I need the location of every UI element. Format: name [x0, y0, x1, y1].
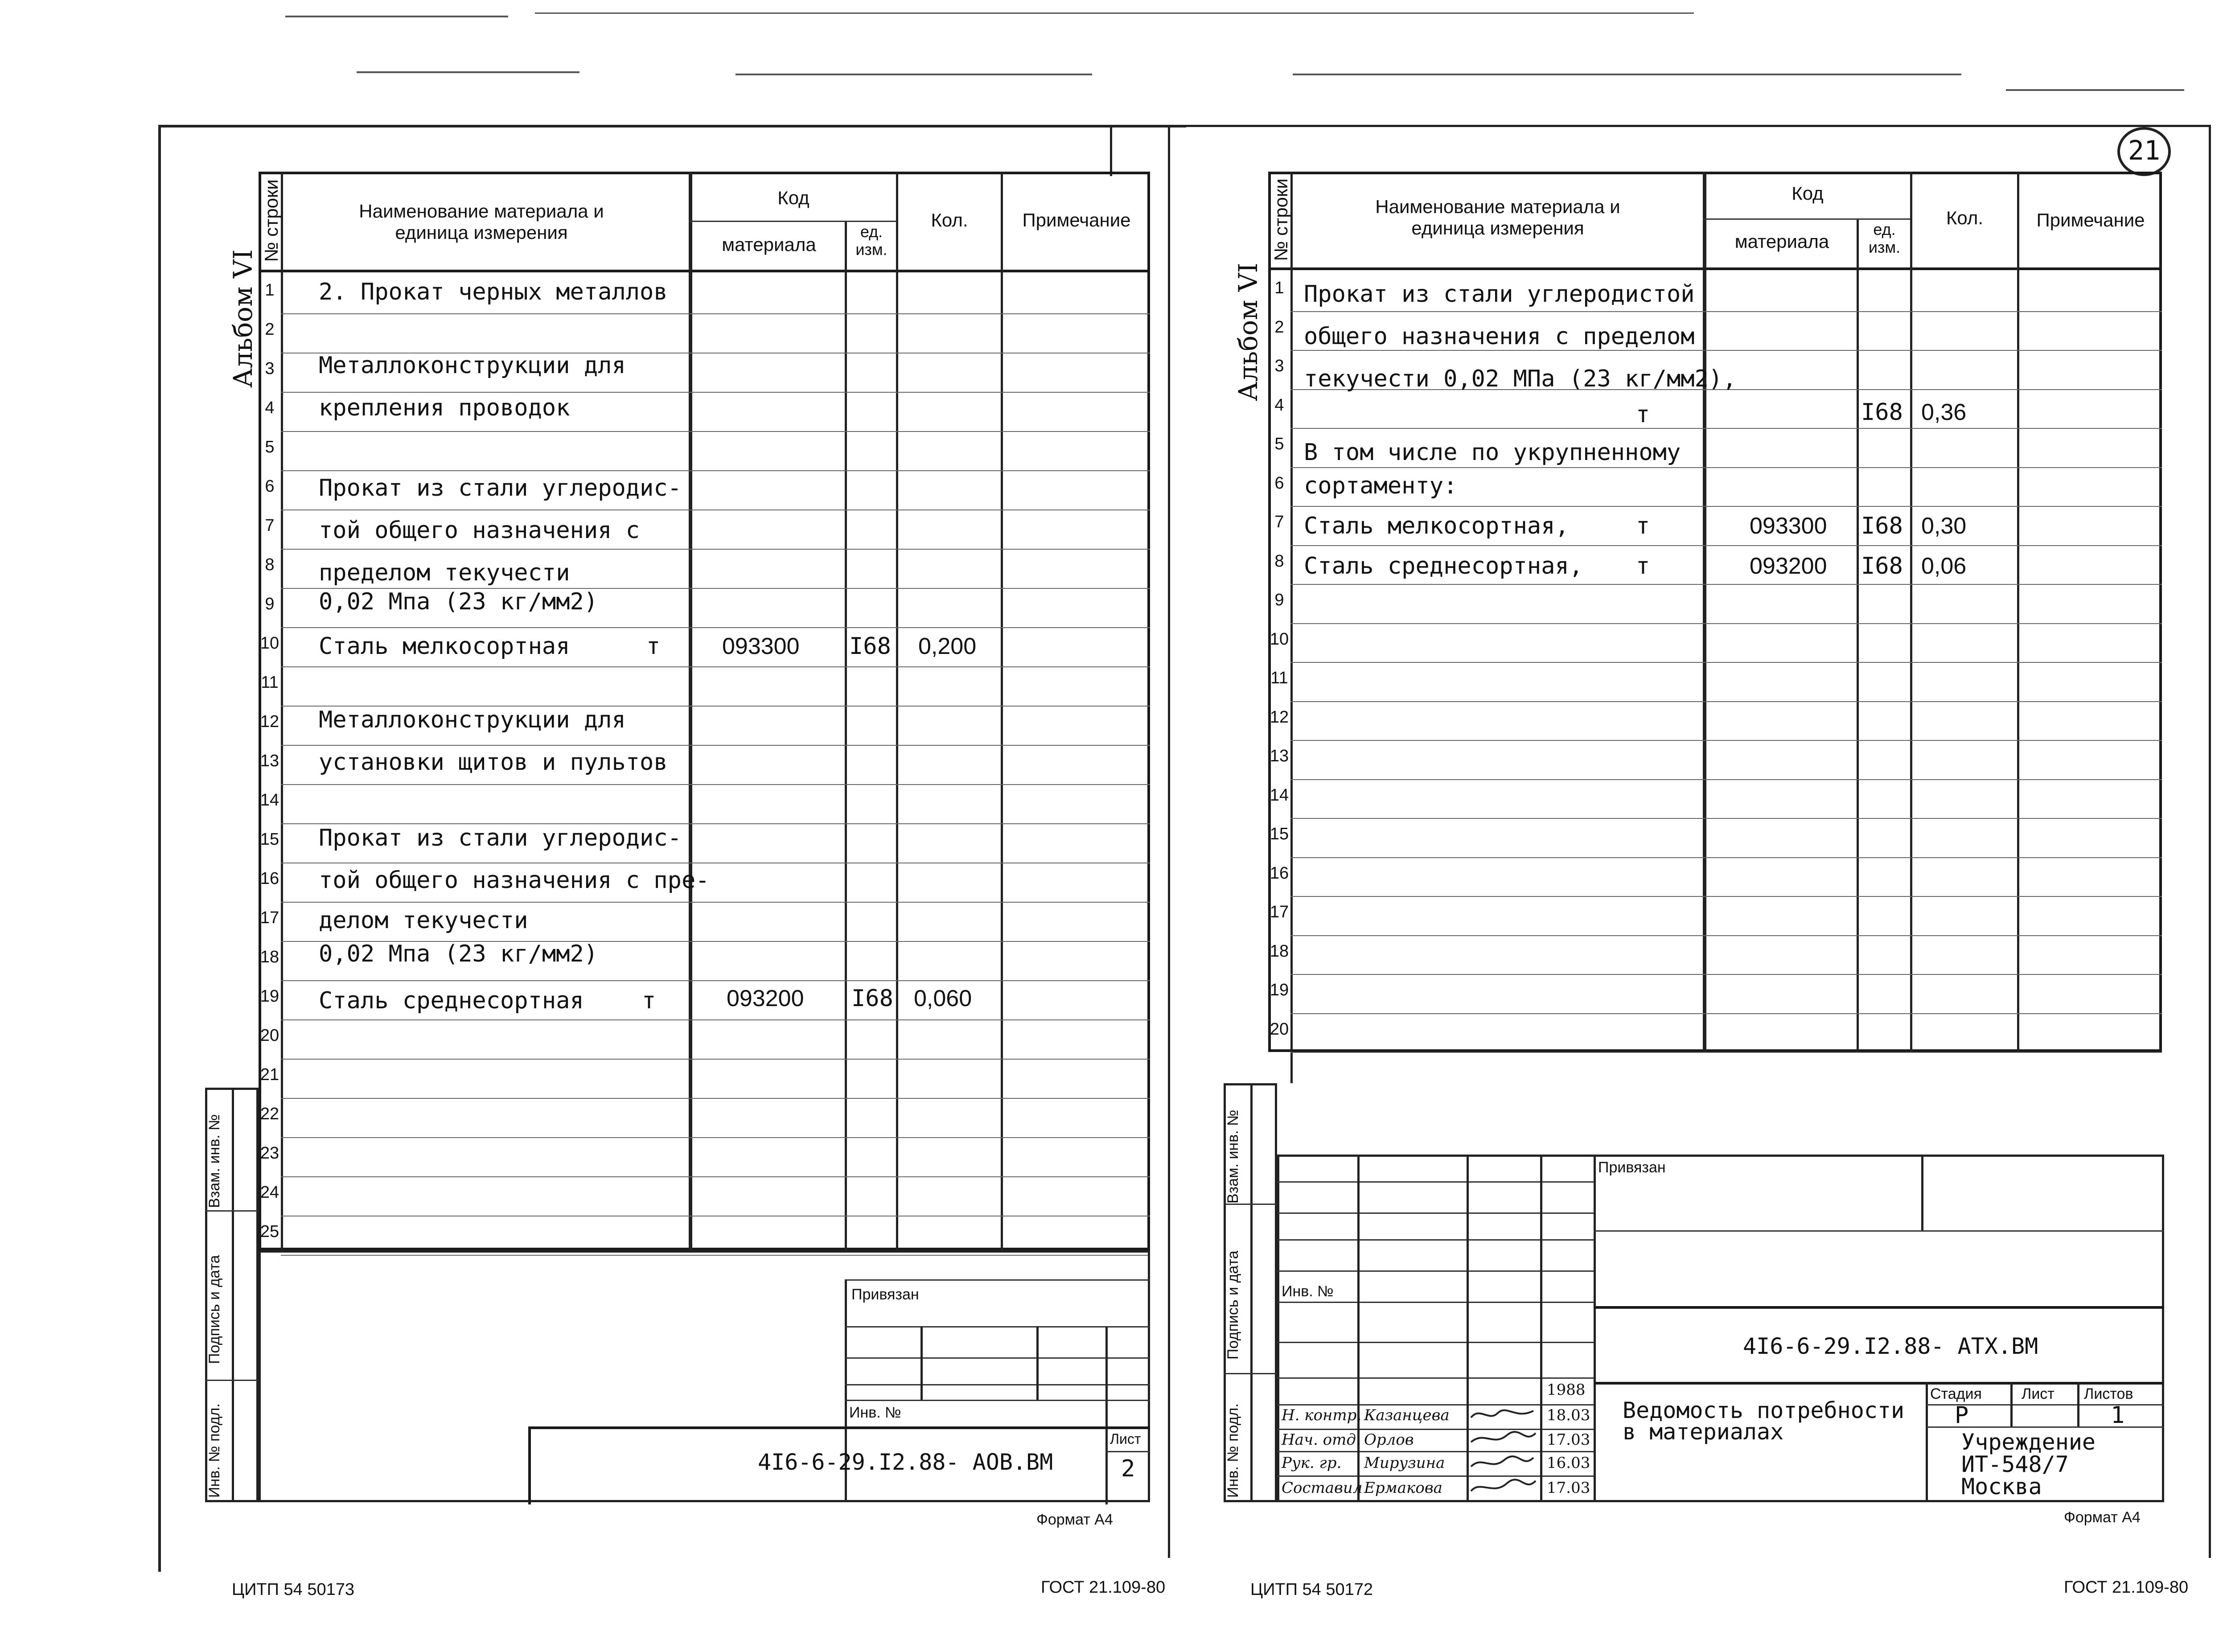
side-label: Инв. № подл. — [206, 1403, 223, 1498]
row-number: 16 — [1270, 863, 1289, 883]
row-number: 24 — [260, 1183, 279, 1202]
album-label: Альбом VI — [1233, 263, 1263, 401]
sheet-number: 2 — [1121, 1455, 1135, 1482]
row-divider — [1290, 1052, 2162, 1053]
material-code: 093200 — [727, 986, 804, 1011]
organization-line: ИТ-548/7 — [1961, 1451, 2069, 1477]
header-material: материала — [722, 234, 816, 255]
row-number: 13 — [1270, 747, 1289, 765]
row-divider — [281, 980, 1150, 981]
row-divider — [281, 902, 1150, 903]
header-row-number: № строки — [261, 179, 282, 262]
list-item: 0,02 Мпа (23 кг/мм2) — [319, 588, 598, 615]
header-name: Наименование материала и единица измерения — [1375, 196, 1620, 238]
sign-name: Ермакова — [1364, 1479, 1442, 1497]
row-divider — [281, 1098, 1150, 1099]
row-divider — [281, 1176, 1150, 1177]
sign-date: 17.03 — [1547, 1479, 1590, 1497]
row-number: 10 — [1270, 629, 1289, 649]
sign-role: Рук. гр. — [1282, 1454, 1342, 1472]
list-item: 2. Прокат черных металлов — [319, 279, 668, 305]
list-item: Металлоконструкции для — [319, 352, 626, 379]
side-label: Инв. № подл. — [1224, 1403, 1241, 1498]
row-number: 2 — [1274, 317, 1284, 337]
row-divider — [281, 666, 1150, 667]
header-note: Примечание — [2036, 210, 2145, 230]
row-divider — [1290, 350, 2162, 351]
header-note: Примечание — [1022, 210, 1131, 230]
row-number: 8 — [1274, 551, 1284, 571]
unit-letter: т — [646, 633, 661, 660]
material-code: 093300 — [1750, 513, 1827, 539]
row-divider — [1290, 311, 2162, 312]
row-divider — [1290, 506, 2162, 507]
footer-standard: ГОСТ 21.109-80 — [2064, 1578, 2189, 1597]
list-item: крепления проводок — [319, 395, 570, 421]
document-title: Ведомость потребности в материалах — [1623, 1397, 1905, 1445]
list-item: Сталь среднесортная, — [1304, 553, 1583, 579]
quantity: 0,36 — [1921, 399, 1967, 425]
row-number: 1 — [1274, 279, 1284, 297]
format-label: Формат А4 — [2064, 1509, 2141, 1526]
sheet-label: Лист — [2022, 1385, 2055, 1402]
sheets-value: 1 — [2111, 1402, 2125, 1429]
unit-code: I68 — [849, 633, 891, 660]
header-material: материала — [1734, 231, 1829, 252]
list-item: Металлоконструкции для — [319, 707, 626, 733]
row-number: 11 — [1270, 669, 1288, 687]
row-divider — [1290, 974, 2162, 975]
side-label: Взам. инв. № — [206, 1114, 223, 1208]
row-number: 4 — [265, 399, 275, 417]
material-code: 093300 — [722, 633, 800, 659]
row-number: 11 — [261, 673, 279, 692]
sheet-label: Лист — [1110, 1431, 1141, 1447]
row-number: 2 — [265, 320, 275, 339]
header-code: Код — [1792, 183, 1824, 204]
list-item: делом текучести — [319, 907, 528, 934]
page-number-circle — [2117, 127, 2171, 176]
row-number: 10 — [260, 634, 279, 653]
header-name: Наименование материала и единица измерения — [359, 201, 604, 243]
row-number: 8 — [265, 555, 275, 574]
stage-label: Стадия — [1930, 1385, 1982, 1402]
side-label: Подпись и дата — [1224, 1250, 1241, 1360]
row-divider — [1290, 1013, 2162, 1014]
header-qty: Кол. — [931, 210, 968, 230]
row-number: 6 — [1274, 473, 1284, 493]
row-number: 5 — [265, 438, 275, 456]
quantity: 0,30 — [1921, 513, 1967, 539]
quantity: 0,060 — [914, 986, 972, 1011]
list-item: Прокат из стали углеродис- — [319, 825, 682, 851]
row-divider — [281, 745, 1150, 746]
sign-role: Составил — [1282, 1479, 1363, 1497]
row-divider — [1290, 662, 2162, 663]
row-divider — [1290, 857, 2162, 858]
list-item: установки щитов и пультов — [319, 749, 668, 776]
organization-line: Москва — [1961, 1474, 2042, 1500]
row-divider — [281, 431, 1150, 432]
row-divider — [281, 1059, 1150, 1060]
row-number: 17 — [1270, 903, 1289, 921]
row-divider — [1290, 896, 2162, 897]
row-divider — [281, 1019, 1150, 1020]
row-number: 18 — [1270, 941, 1289, 961]
row-number: 12 — [1270, 707, 1289, 727]
unit-code: I68 — [1861, 513, 1903, 539]
row-divider — [1290, 935, 2162, 936]
row-divider — [1290, 623, 2162, 624]
list-item: Прокат из стали углеродистой — [1304, 281, 1695, 308]
material-code: 093200 — [1750, 553, 1827, 579]
list-item: 0,02 Мпа (23 кг/мм2) — [319, 941, 598, 967]
organization-line: Учреждение — [1961, 1429, 2096, 1455]
sign-role: Нач. отд. — [1282, 1431, 1361, 1449]
inv-number-label: Инв. № — [1282, 1283, 1334, 1300]
album-label: Альбом VI — [228, 249, 258, 388]
row-divider — [281, 313, 1150, 314]
row-divider — [281, 1137, 1150, 1138]
row-number: 20 — [260, 1026, 279, 1045]
list-item: той общего назначения с пре- — [319, 867, 710, 894]
row-divider — [281, 784, 1150, 785]
header-unit: ед. изм. — [1868, 220, 1901, 256]
row-number: 25 — [260, 1222, 279, 1241]
footer-code: ЦИТП 54 50173 — [232, 1580, 354, 1599]
row-number: 15 — [1270, 825, 1289, 843]
row-number: 12 — [260, 712, 279, 731]
unit-letter: т — [1636, 401, 1650, 428]
sign-date: 16.03 — [1547, 1454, 1590, 1472]
list-item: Сталь среднесортная — [319, 987, 584, 1014]
row-number: 13 — [260, 752, 279, 770]
sign-name: Орлов — [1364, 1431, 1414, 1449]
list-item: той общего назначения с — [319, 517, 640, 544]
row-divider — [1290, 701, 2162, 702]
list-item: Прокат из стали углеродис- — [319, 475, 682, 501]
row-number: 19 — [1270, 981, 1289, 999]
unit-letter: т — [1636, 513, 1650, 539]
row-number: 18 — [260, 948, 279, 966]
row-number: 22 — [260, 1105, 279, 1123]
unit-code: I68 — [851, 985, 893, 1012]
document-code: 4I6-6-29.I2.88- АОВ.ВМ — [758, 1449, 1053, 1475]
row-number: 1 — [265, 281, 275, 300]
row-number: 17 — [260, 908, 279, 927]
inv-number-label: Инв. № — [849, 1404, 901, 1421]
row-number: 14 — [260, 791, 279, 810]
list-item: Сталь мелкосортная — [319, 633, 570, 660]
row-number: 14 — [1270, 785, 1289, 805]
sheets-label: Листов — [2084, 1385, 2133, 1402]
stage-value: Р — [1955, 1402, 1969, 1429]
header-qty: Кол. — [1946, 207, 1984, 228]
row-number: 23 — [260, 1144, 279, 1163]
row-number: 9 — [265, 595, 275, 613]
row-number: 4 — [1274, 395, 1284, 415]
header-row-number: № строки — [1270, 178, 1291, 261]
row-number: 20 — [1270, 1019, 1289, 1039]
row-divider — [1290, 584, 2162, 585]
list-item: Сталь мелкосортная, — [1304, 513, 1569, 539]
quantity: 0,06 — [1921, 553, 1967, 579]
footer-code: ЦИТП 54 50172 — [1250, 1580, 1373, 1599]
list-item: текучести 0,02 МПа (23 кг/мм2), — [1304, 366, 1737, 392]
row-number: 16 — [260, 869, 279, 888]
row-divider — [1290, 545, 2162, 546]
quantity: 0,200 — [918, 633, 977, 659]
sign-date: 18.03 — [1547, 1406, 1590, 1424]
sign-name: Мирузина — [1364, 1454, 1445, 1472]
privyazan-label: Привязан — [1598, 1159, 1666, 1176]
row-divider — [1290, 740, 2162, 741]
row-number: 7 — [1274, 513, 1284, 531]
format-label: Формат А4 — [1036, 1511, 1113, 1528]
row-number: 7 — [265, 516, 275, 535]
privyazan-label: Привязан — [851, 1286, 919, 1303]
side-label: Взам. инв. № — [1224, 1110, 1241, 1204]
row-divider — [281, 549, 1150, 550]
unit-code: I68 — [1861, 399, 1903, 426]
signature-scribbles — [1467, 1404, 1540, 1502]
row-number: 3 — [1274, 357, 1284, 375]
header-code: Код — [777, 187, 809, 208]
row-divider — [1290, 428, 2162, 429]
row-number: 3 — [265, 359, 275, 378]
page-number: 21 — [2128, 135, 2161, 166]
sign-role: Н. контр. — [1282, 1406, 1362, 1424]
year: 1988 — [1547, 1381, 1586, 1399]
list-item: пределом текучести — [319, 559, 570, 586]
footer-standard: ГОСТ 21.109-80 — [1041, 1578, 1166, 1597]
row-number: 19 — [260, 987, 279, 1006]
row-divider — [281, 823, 1150, 824]
row-divider — [281, 470, 1150, 471]
unit-code: I68 — [1861, 553, 1903, 579]
row-number: 6 — [265, 477, 275, 496]
sign-date: 17.03 — [1547, 1431, 1590, 1449]
row-divider — [1290, 818, 2162, 819]
row-number: 9 — [1274, 591, 1284, 609]
row-divider — [1290, 467, 2162, 468]
unit-letter: т — [1636, 553, 1650, 579]
side-label: Подпись и дата — [206, 1255, 223, 1364]
header-unit: ед. изм. — [855, 222, 888, 259]
sign-name: Казанцева — [1364, 1406, 1450, 1424]
row-number: 5 — [1274, 435, 1284, 453]
document-code: 4I6-6-29.I2.88- АТХ.ВМ — [1743, 1333, 2038, 1359]
row-number: 21 — [260, 1065, 279, 1084]
list-item: общего назначения с пределом — [1304, 323, 1695, 350]
unit-letter: т — [642, 987, 656, 1014]
list-item: сортаменту: — [1304, 473, 1458, 499]
list-item: В том числе по укрупненному — [1304, 439, 1681, 466]
row-number: 15 — [260, 830, 279, 849]
row-divider — [1290, 779, 2162, 780]
row-divider — [281, 392, 1150, 393]
row-divider — [281, 627, 1150, 628]
